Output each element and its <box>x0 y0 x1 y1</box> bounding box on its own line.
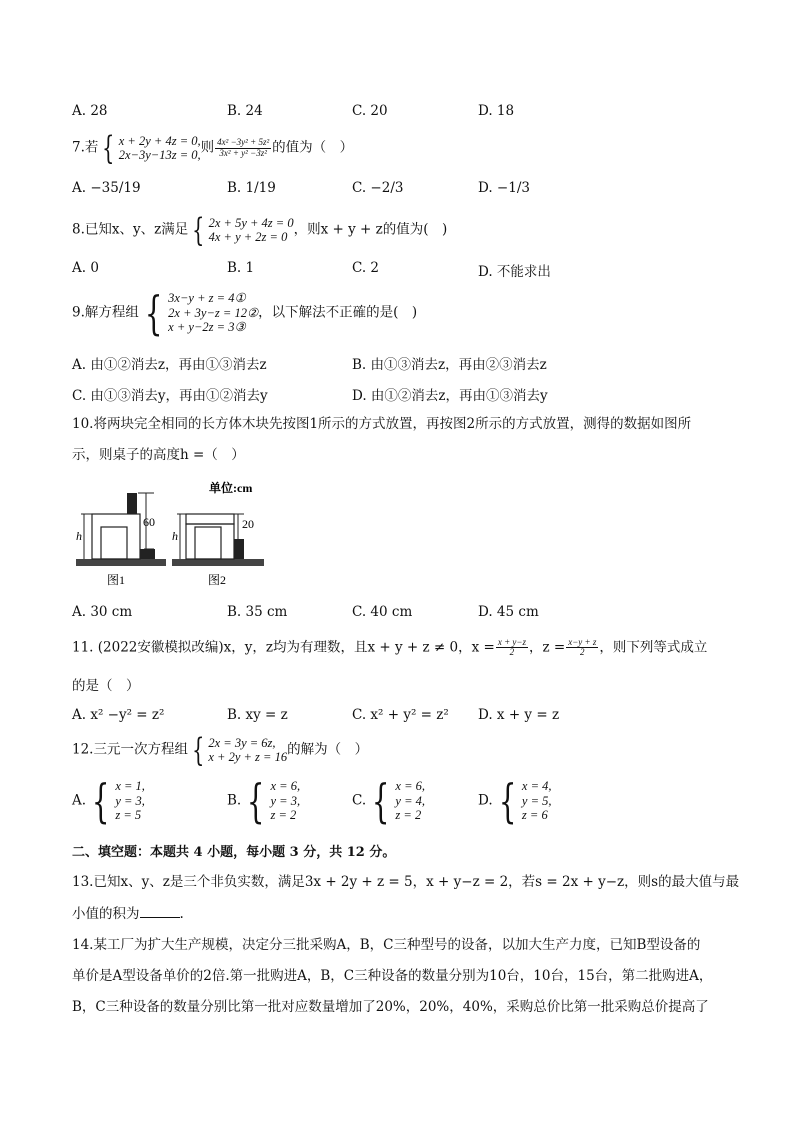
q12-option-letter: D. <box>478 792 493 809</box>
q12-eq1: 2x = 3y = 6z, <box>208 735 276 750</box>
q7-system <box>119 134 201 163</box>
q10-figure <box>72 478 282 593</box>
q12-c-y: y = 4, <box>395 793 426 808</box>
q11-text-c: ，则下列等式成立 <box>599 639 708 656</box>
q11-option-a: A. x² −y² = z² <box>72 707 165 723</box>
q12-a-y: y = 3, <box>115 793 145 808</box>
fig1-floor <box>76 559 166 566</box>
q7-option-d: D. −1/3 <box>478 180 530 196</box>
q9-eq1: 3x−y + z = 4① <box>168 291 246 306</box>
brace-icon: { <box>102 129 115 167</box>
q9-option-a: A. 由①②消去z，再由①③消去z <box>72 357 267 373</box>
q10-line2: 示，则桌子的高度h =（ ） <box>72 447 245 463</box>
q9-option-c: C. 由①③消去y，再由①②消去y <box>72 388 268 404</box>
q13-period: . <box>179 906 184 922</box>
section-2-heading: 二、填空题：本题共 4 小题，每小题 3 分，共 12 分。 <box>72 845 396 860</box>
brace-icon: { <box>91 774 110 828</box>
q7-fraction <box>215 138 271 158</box>
fig1-table-opening <box>101 527 127 559</box>
fig2-floor <box>172 559 264 566</box>
q6-option-c: C. 20 <box>352 103 388 119</box>
q11-option-d: D. x + y = z <box>478 707 560 723</box>
q10-option-d: D. 45 cm <box>478 604 539 620</box>
fig2-table-opening <box>195 527 221 559</box>
brace-icon: { <box>498 774 517 828</box>
figure-1 <box>76 493 166 587</box>
q11-option-c: C. x² + y² = z² <box>352 707 449 723</box>
q12-c-z: z = 2 <box>395 808 422 823</box>
q10-line1: 10.将两块完全相同的长方体木块先按图1所示的方式放置，再按图2所示的方式放置，测得的数据如图所 <box>72 416 692 432</box>
q8-eq2: 4x + y + 2z = 0 <box>208 230 288 244</box>
q11-frac2-den: 2 <box>580 647 585 658</box>
q9-prefix: 9.解方程组 <box>72 304 139 321</box>
q13-answer-blank[interactable] <box>140 905 180 918</box>
brace-icon: { <box>192 211 205 249</box>
q12-option-letter: B. <box>227 792 242 809</box>
q12-suffix: 的解为（ ） <box>287 741 369 758</box>
q12-system <box>208 736 287 765</box>
q8-option-c: C. 2 <box>352 260 380 276</box>
q8-option-b: B. 1 <box>227 260 255 276</box>
unit-label: 单位:cm <box>209 481 253 495</box>
q9-eq3: x + y−2z = 3③ <box>168 320 246 335</box>
q7-option-a: A. −35/19 <box>72 180 141 196</box>
q7-mid: 则 <box>200 139 215 156</box>
q7-eq1: x + 2y + 4z = 0, <box>118 133 201 148</box>
q12-option-b <box>227 774 301 828</box>
fig1-block-top <box>127 493 137 514</box>
fig1-value: 60 <box>143 515 155 529</box>
q9-system <box>168 291 258 334</box>
q11-text-a: 11. (2022安徽模拟改编)x，y，z均为有理数，且x + y + z ≠ 0，x = <box>72 639 495 656</box>
q12-eq2: x + 2y + z = 16 <box>208 750 288 764</box>
q11-frac1-den: 2 <box>509 647 515 658</box>
question-9 <box>72 286 418 340</box>
fig2-block-bottom <box>234 539 244 559</box>
q9-suffix: ，以下解法不正確的是( ) <box>258 304 418 321</box>
q8-system <box>209 216 294 245</box>
q9-option-d: D. 由①②消去z，再由①③消去y <box>352 388 548 404</box>
q12-option-letter: C. <box>352 792 367 809</box>
brace-icon: { <box>192 731 205 769</box>
q6-option-d: D. 18 <box>478 103 515 119</box>
question-8 <box>72 211 448 249</box>
fig2-caption: 图2 <box>208 573 227 587</box>
q12-d-z: z = 6 <box>521 808 548 823</box>
q7-eq2: 2x−3y−13z = 0, <box>118 148 201 162</box>
q7-frac-den: 3x² + y² −3z² <box>219 147 267 158</box>
q10-option-c: C. 40 cm <box>352 604 413 620</box>
q10-option-b: B. 35 cm <box>227 604 288 620</box>
q11-line2: 的是（ ） <box>72 678 140 694</box>
q12-a-z: z = 5 <box>115 808 142 823</box>
q7-option-b: B. 1/19 <box>227 180 276 196</box>
q14-line3: B，C三种设备的数量分别比第一批对应数量增加了20%，20%，40%，采购总价比第一批采购总价提高了 <box>72 999 709 1015</box>
question-12 <box>72 731 369 769</box>
question-7 <box>72 129 354 167</box>
q9-eq2: 2x + 3y−z = 12② <box>168 305 259 320</box>
q11-frac1-num: x + y−z <box>497 637 526 647</box>
q12-d-x: x = 4, <box>521 779 552 794</box>
q12-option-letter: A. <box>72 792 87 809</box>
q13-text: 小值的积为 <box>72 906 140 922</box>
fig1-block-bottom <box>140 549 155 559</box>
q13-line1: 13.已知x、y、z是三个非负实数，满足3x + 2y + z = 5，x + y−z = 2，若s = 2x + y−z，则s的最大值与最 <box>72 874 740 890</box>
fig2-h-label: h <box>172 529 178 543</box>
fig1-table <box>92 514 140 559</box>
q9-option-b: B. 由①③消去z，再由②③消去z <box>352 357 547 373</box>
q6-option-b: B. 24 <box>227 103 263 119</box>
q7-prefix: 7.若 <box>72 139 99 156</box>
fig2-table <box>186 524 234 559</box>
q7-suffix: 的值为（ ） <box>272 139 354 156</box>
q12-option-d <box>478 774 552 828</box>
q12-d-y: y = 5, <box>521 793 552 808</box>
q12-prefix: 12.三元一次方程组 <box>72 741 188 758</box>
q7-option-c: C. −2/3 <box>352 180 404 196</box>
fig1-h-label: h <box>76 529 82 543</box>
q13-line2 <box>72 905 184 922</box>
q11-fraction-1 <box>496 638 528 658</box>
q11-frac2-num: x−y + z <box>568 637 597 647</box>
q12-b-y: y = 3, <box>270 793 301 808</box>
brace-icon: { <box>371 774 390 828</box>
q12-option-c <box>352 774 426 828</box>
q12-c-x: x = 6, <box>395 779 426 794</box>
q8-suffix: ，则x + y + z的值为( ) <box>293 221 448 238</box>
q8-option-d: D. 不能求出 <box>478 264 551 280</box>
fig2-block-top <box>186 514 234 524</box>
q8-eq1: 2x + 5y + 4z = 0 <box>208 215 294 230</box>
fig1-caption: 图1 <box>107 573 126 587</box>
q12-b-z: z = 2 <box>270 808 297 823</box>
q7-frac-num: 4x² −3y² + 5z² <box>217 137 270 148</box>
brace-icon: { <box>247 774 265 828</box>
q8-prefix: 8.已知x、y、z满足 <box>72 221 189 238</box>
fig2-value: 20 <box>242 517 254 531</box>
q6-option-a: A. 28 <box>72 103 108 119</box>
q11-option-b: B. xy = z <box>227 707 288 723</box>
q11-text-b: ，z = <box>528 639 566 656</box>
q12-a-x: x = 1, <box>115 779 145 794</box>
figure-2 <box>172 480 264 587</box>
q10-option-a: A. 30 cm <box>72 604 133 620</box>
q12-b-x: x = 6, <box>270 779 301 794</box>
brace-icon: { <box>144 286 163 340</box>
question-11 <box>72 638 707 658</box>
q11-fraction-2 <box>566 638 598 658</box>
q14-line2: 单价是A型设备单价的2倍.第一批购进A，B，C三种设备的数量分别为10台，10台，15台，第二批购进A， <box>72 968 713 984</box>
q8-option-a: A. 0 <box>72 260 99 276</box>
q12-option-a <box>72 774 145 828</box>
q14-line1: 14.某工厂为扩大生产规模，决定分三批采购A，B，C三种型号的设备，以加大生产力度，已知B型设备的 <box>72 937 701 953</box>
